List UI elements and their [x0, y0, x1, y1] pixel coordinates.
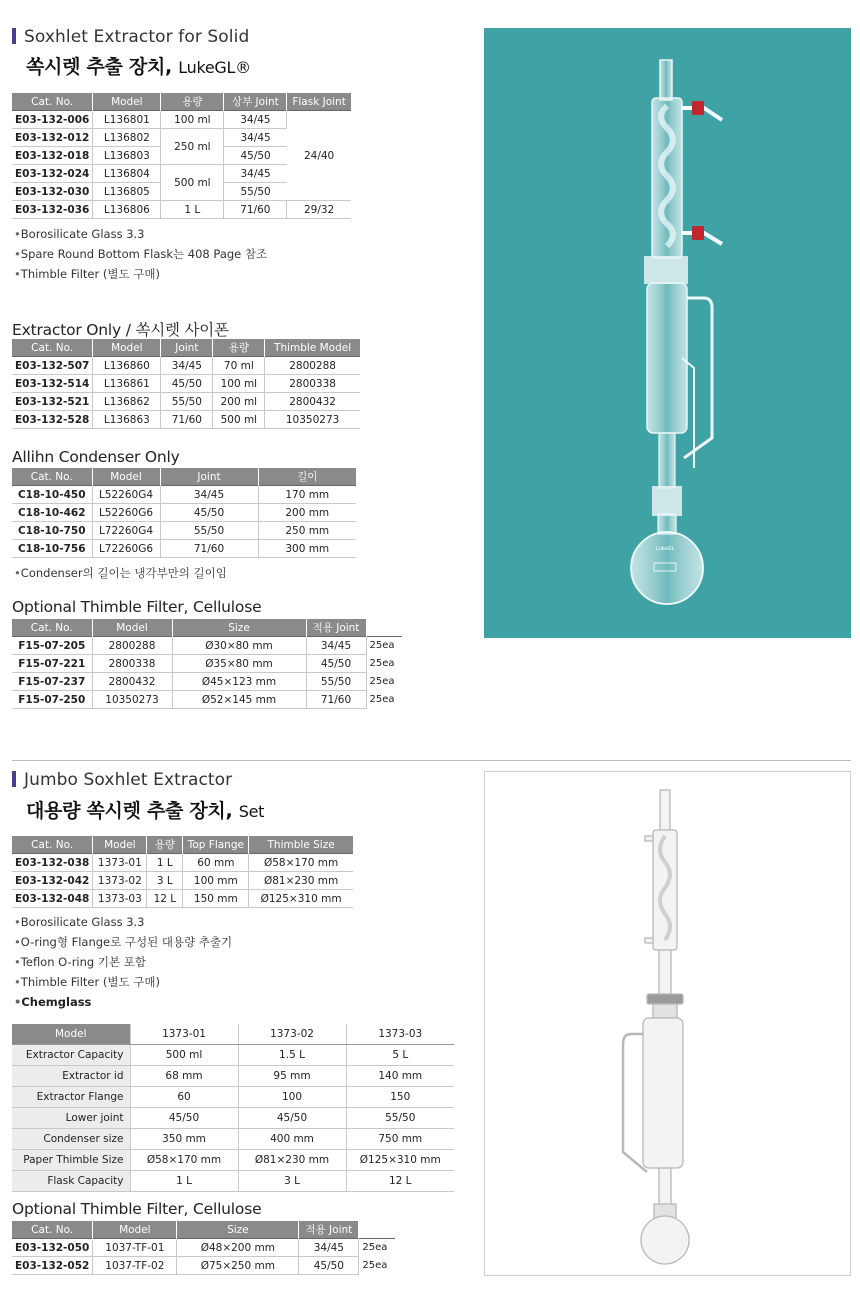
table-row: F15-07-237 2800432 Ø45×123 mm 55/50 25ea	[12, 673, 402, 691]
table-row: E03-132-042 1373-02 3 L 100 mm Ø81×230 mm	[12, 872, 353, 890]
table-row: E03-132-024 L136804 500 ml 34/45	[12, 165, 351, 183]
table-row: E03-132-507 L136860 34/45 70 ml 2800288	[12, 357, 360, 375]
jumbo-apparatus-illustration	[485, 772, 850, 1275]
table-row: E03-132-514 L136861 45/50 100 ml 2800338	[12, 375, 360, 393]
kr-title-soxhlet: 쏙시렛 추출 장치, LukeGL®	[26, 56, 251, 78]
soxhlet-photo	[484, 28, 851, 638]
thimble2-table: Cat. No. Model Size 적용 Joint E03-132-050 1037-TF-01 Ø48×200 mm 34/45 25ea E03-132-052 1037-TF-02 Ø75×250 mm 45/50 25ea	[12, 1221, 395, 1275]
brand-lukegl: LukeGL®	[178, 58, 251, 77]
table-row: E03-132-036 L136806 1 L 71/60 29/32	[12, 201, 351, 219]
table-row: C18-10-756 L72260G6 71/60 300 mm	[12, 540, 356, 558]
table-row: E03-132-038 1373-01 1 L 60 mm Ø58×170 mm	[12, 854, 353, 872]
allihn-title: Allihn Condenser Only	[12, 448, 180, 466]
table-row: C18-10-750 L72260G4 55/50 250 mm	[12, 522, 356, 540]
table-row: E03-132-052 1037-TF-02 Ø75×250 mm 45/50 25ea	[12, 1257, 395, 1275]
thimble1-title: Optional Thimble Filter, Cellulose	[12, 598, 262, 616]
table-row: E03-132-048 1373-03 12 L 150 mm Ø125×310 mm	[12, 890, 353, 908]
note-item: • Thimble Filter (별도 구매)	[14, 972, 232, 992]
col-top-joint: 상부 Joint	[224, 93, 287, 111]
flask-brand-label: LukeGL	[656, 546, 675, 552]
table-row: Lower joint 45/50 45/50 55/50	[12, 1108, 454, 1129]
table-row: E03-132-006 L136801 100 ml 34/45 24/40	[12, 111, 351, 129]
allihn-notes	[14, 563, 227, 583]
brand-chemglass: • Chemglass	[14, 992, 232, 1012]
table-row: E03-132-030 L136805 55/50	[12, 183, 351, 201]
soxhlet-table	[12, 93, 351, 219]
extractor-only-title: Extractor Only / 쏙시렛 사이폰	[12, 321, 229, 339]
table-row: Flask Capacity 1 L 3 L 12 L	[12, 1171, 454, 1192]
red-hose-cap-bottom	[692, 226, 704, 240]
table-row: Extractor id 68 mm 95 mm 140 mm	[12, 1066, 454, 1087]
table-row: E03-132-521 L136862 55/50 200 ml 2800432	[12, 393, 360, 411]
note-item: • Spare Round Bottom Flask는 408 Page 참조	[14, 244, 267, 264]
soxhlet-notes	[14, 224, 267, 284]
thimble1-table: Cat. No. Model Size 적용 Joint F15-07-205 2800288 Ø30×80 mm 34/45 25ea F15-07-221 2800338 Ø35×80 mm 45/50 25ea F15-07-237 2800432 Ø45×123 mm 55/50 25ea F15-07-250 10350273 Ø52×145 mm 71/60 25ea	[12, 619, 402, 709]
jumbo-soxhlet-photo	[484, 771, 851, 1276]
title-bar-accent	[12, 28, 16, 44]
table-row: F15-07-221 2800338 Ø35×80 mm 45/50 25ea	[12, 655, 402, 673]
table-row: F15-07-250 10350273 Ø52×145 mm 71/60 25ea	[12, 691, 402, 709]
table-row: Extractor Capacity 500 ml 1.5 L 5 L	[12, 1045, 454, 1066]
table-row: Paper Thimble Size Ø58×170 mm Ø81×230 mm Ø125×310 mm	[12, 1150, 454, 1171]
table-row: E03-132-018 L136803 45/50	[12, 147, 351, 165]
table-row: Extractor Flange 60 100 150	[12, 1087, 454, 1108]
table-row: E03-132-528 L136863 71/60 500 ml 10350273	[12, 411, 360, 429]
thimble2-title: Optional Thimble Filter, Cellulose	[12, 1200, 262, 1218]
soxhlet-apparatus-illustration	[484, 28, 851, 638]
red-hose-cap-top	[692, 101, 704, 115]
col-cat-no: Cat. No.	[12, 93, 93, 111]
title-bar-accent	[12, 771, 16, 787]
table-row: C18-10-462 L52260G6 45/50 200 mm	[12, 504, 356, 522]
jumbo-spec-table: Model 1373-01 1373-02 1373-03 Extractor Capacity 500 ml 1.5 L 5 L Extractor id 68 mm 95 mm 140 mm Extractor Flange 60 100 150 Lower joint 45/50 45/50 55/50 Condenser size 350 mm 400 mm 750 mm Paper Thimble Size Ø58×170 mm Ø81×230 mm Ø125×310 mm Flask Capacity 1 L 3 L 12 L	[12, 1024, 454, 1192]
allihn-table: Cat. No. Model Joint 길이 C18-10-450 L52260G4 34/45 170 mm C18-10-462 L52260G6 45/50 200 mm C18-10-750 L72260G4 55/50 250 mm C18-10-756 L72260G6 71/60 300 mm	[12, 468, 356, 558]
kr-title-jumbo: 대용량 쏙시렛 추출 장치, Set	[26, 800, 265, 822]
section-title-soxhlet: Soxhlet Extractor for Solid	[12, 27, 249, 47]
jumbo-notes	[14, 912, 232, 1012]
note-item: • O-ring형 Flange로 구성된 대용량 추출기	[14, 932, 232, 952]
note-item: • Thimble Filter (별도 구매)	[14, 264, 267, 284]
note-item: • Teflon O-ring 기본 포함	[14, 952, 232, 972]
col-flask-joint: Flask Joint	[287, 93, 351, 111]
note-item: • Borosilicate Glass 3.3	[14, 224, 267, 244]
section-divider	[12, 760, 851, 761]
table-row: E03-132-012 L136802 250 ml 34/45	[12, 129, 351, 147]
table-row: E03-132-050 1037-TF-01 Ø48×200 mm 34/45 25ea	[12, 1239, 395, 1257]
table-row: C18-10-450 L52260G4 34/45 170 mm	[12, 486, 356, 504]
table-row: F15-07-205 2800288 Ø30×80 mm 34/45 25ea	[12, 637, 402, 655]
flask-joint-merged: 24/40	[287, 111, 351, 201]
note-item: • Borosilicate Glass 3.3	[14, 912, 232, 932]
table-row: Condenser size 350 mm 400 mm 750 mm	[12, 1129, 454, 1150]
col-capacity: 용량	[161, 93, 224, 111]
col-model: Model	[93, 93, 161, 111]
note-item: • Condenser의 길이는 냉각부만의 길이임	[14, 563, 227, 583]
extractor-only-table: Cat. No. Model Joint 용량 Thimble Model E03-132-507 L136860 34/45 70 ml 2800288 E03-132-514 L136861 45/50 100 ml 2800338 E03-132-521 L136862 55/50 200 ml 2800432 E03-132-528 L136863 71/60 500 ml 10350273	[12, 339, 360, 429]
jumbo-table: Cat. No. Model 용량 Top Flange Thimble Size E03-132-038 1373-01 1 L 60 mm Ø58×170 mm E03-132-042 1373-02 3 L 100 mm Ø81×230 mm E03-132-048 1373-03 12 L 150 mm Ø125×310 mm	[12, 836, 353, 908]
section-title-jumbo: Jumbo Soxhlet Extractor	[12, 770, 232, 790]
